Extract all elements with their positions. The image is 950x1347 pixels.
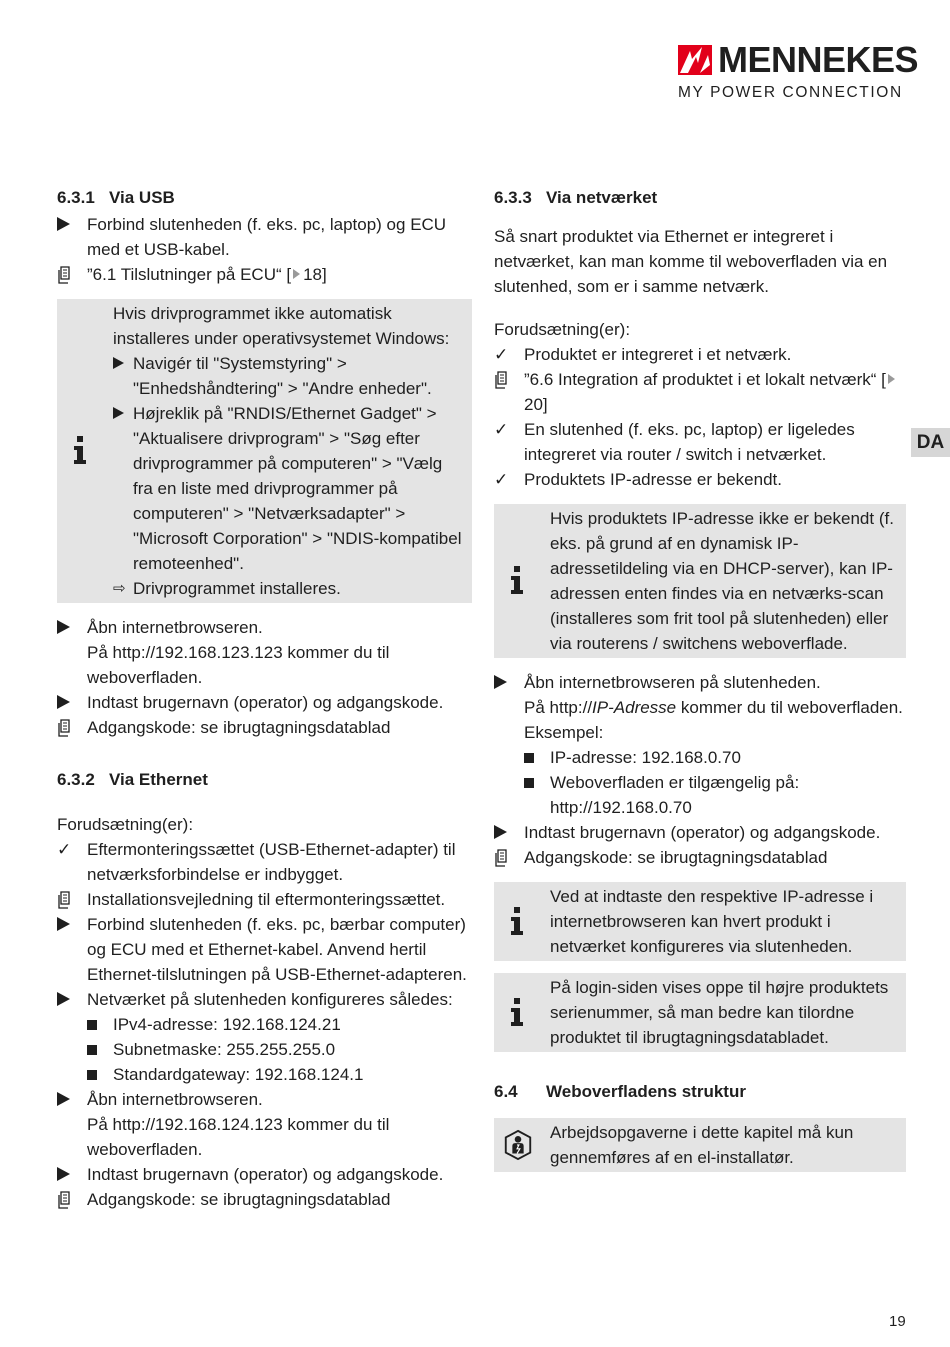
reference-item: Adgangskode: se ibrugtagningsdatablad <box>57 715 472 740</box>
step-arrow-icon <box>57 1167 70 1181</box>
page-reference-icon <box>888 374 895 384</box>
step-item: Indtast brugernavn (operator) og adgangskode. <box>57 690 472 715</box>
check-item: ✓ Produktets IP-adresse er bekendt. <box>494 467 906 492</box>
reference-item: ”6.6 Integration af produktet i et lokalt netværk“ [20] <box>494 367 906 417</box>
bullet-item: Standardgateway: 192.168.124.1 <box>57 1062 472 1087</box>
step-detail: På http://192.168.123.123 kommer du til weboverfladen. <box>87 643 390 687</box>
info-note: Ved at indtaste den respektive IP-adresse i internetbrowseren kan hvert produkt i netværket konfigureres via slutenheden. <box>494 882 906 961</box>
step-arrow-icon <box>494 825 507 839</box>
step-item: Netværket på slutenheden konfigureres således: <box>57 987 472 1012</box>
section-heading-6-4: 6.4 Weboverfladens struktur <box>494 1082 746 1101</box>
brand-name: MENNEKES <box>718 39 919 80</box>
step-arrow-icon <box>57 695 70 709</box>
info-note: På login-siden vises oppe til højre produktets serienummer, så man bedre kan tilordne produktet til ibrugtagningsdatabladet. <box>494 973 906 1052</box>
info-note: Hvis produktets IP-adresse ikke er bekendt (f. eks. på grund af en dynamisk IP-adressetildeling via en DHCP-server), kan IP-adressen enten findes via en netværks-scan (installeres som frit tool på slutenheden) eller via routerens / switchens weboverflade. <box>494 504 906 658</box>
step-detail: På http://IP-Adresse kommer du til weboverfladen. <box>524 698 903 717</box>
bullet-item: Weboverfladen er tilgængelig på: http://192.168.0.70 <box>494 770 906 820</box>
right-column <box>494 184 906 1172</box>
result-arrow-icon: ⇨ <box>113 580 126 597</box>
check-icon: ✓ <box>494 345 509 364</box>
check-item: ✓ Produktet er integreret i et netværk. <box>494 342 906 367</box>
electrician-icon <box>502 1129 534 1161</box>
intro-paragraph: Så snart produktet via Ethernet er integreret i netværket, kan man komme til weboverfladen via en slutenhed, som er i samme netværk. <box>494 227 888 296</box>
bullet-square-icon <box>87 1045 97 1055</box>
document-reference-icon <box>57 719 73 737</box>
step-item: Indtast brugernavn (operator) og adgangskode. <box>57 1162 472 1187</box>
step-item: Åbn internetbrowseren på slutenheden. <box>494 670 906 695</box>
info-icon <box>509 907 525 937</box>
brand-tagline: MY POWER CONNECTION <box>678 84 903 101</box>
bullet-square-icon <box>87 1020 97 1030</box>
step-arrow-icon <box>57 992 70 1006</box>
reference-item: Adgangskode: se ibrugtagningsdatablad <box>57 1187 472 1212</box>
page-number: 19 <box>889 1313 906 1330</box>
note-step: Højreklik på "RNDIS/Ethernet Gadget" > "Aktualisere drivprogram" > "Søg efter drivprogrammer på computeren" > "Vælg fra en liste med drivprogrammer på computeren" > "Netværksadapter" > "Microsoft Corporation" > "NDIS-kompatibel remoteenhed". <box>113 401 462 576</box>
reference-item: ”6.1 Tilslutninger på ECU“ [ 18] <box>57 262 472 287</box>
document-reference-icon <box>494 849 510 867</box>
bullet-item: Subnetmaske: 255.255.255.0 <box>57 1037 472 1062</box>
prerequisites-label: Forudsætning(er): <box>494 320 631 339</box>
electrician-note: Arbejdsopgaverne i dette kapitel må kun gennemføres af en el-installatør. <box>494 1118 906 1172</box>
step-detail: På http://192.168.124.123 kommer du til weboverfladen. <box>87 1115 390 1159</box>
brand-logo <box>678 39 919 110</box>
step-item: Forbind slutenheden (f. eks. pc, laptop) og ECU med et USB-kabel. <box>57 212 472 262</box>
info-icon <box>72 436 88 466</box>
step-arrow-icon <box>57 212 77 238</box>
document-reference-icon <box>57 891 73 909</box>
mennekes-logo-icon <box>678 45 712 75</box>
document-reference-icon <box>494 371 510 389</box>
info-note <box>57 299 472 603</box>
step-arrow-icon <box>57 917 70 931</box>
bullet-square-icon <box>524 778 534 788</box>
step-arrow-icon <box>113 357 124 369</box>
info-icon <box>509 998 525 1028</box>
step-item: Forbind slutenheden (f. eks. pc, bærbar computer) og ECU med et Ethernet-kabel. Anvend hertil Ethernet-tilslutningen på USB-Ethernet-adapteren. <box>57 912 472 987</box>
note-intro: Hvis drivprogrammet ikke automatisk installeres under operativsystemet Windows: <box>113 304 450 348</box>
check-item: ✓ En slutenhed (f. eks. pc, laptop) er ligeledes integreret via router / switch i netværket. <box>494 417 906 467</box>
note-result: ⇨ Drivprogrammet installeres. <box>113 576 462 601</box>
reference-item: Adgangskode: se ibrugtagningsdatablad <box>494 845 906 870</box>
section-heading-6-3-1: 6.3.1 Via USB <box>57 188 175 207</box>
bullet-square-icon <box>87 1070 97 1080</box>
step-item: Åbn internetbrowseren. <box>57 1087 472 1112</box>
check-icon: ✓ <box>494 420 509 439</box>
section-heading-6-3-2: 6.3.2 Via Ethernet <box>57 770 208 789</box>
step-item: Indtast brugernavn (operator) og adgangskode. <box>494 820 906 845</box>
step-arrow-icon <box>57 1092 70 1106</box>
info-icon <box>509 566 525 596</box>
note-step: Navigér til "Systemstyring" > "Enhedshåndtering" > "Andre enheder". <box>113 351 462 401</box>
bullet-square-icon <box>524 753 534 763</box>
step-item: Åbn internetbrowseren. <box>57 615 472 640</box>
document-reference-icon <box>57 1191 73 1209</box>
language-tab: DA <box>911 428 950 457</box>
page-reference-icon <box>293 269 300 279</box>
example-label: Eksempel: <box>524 723 604 742</box>
section-heading-6-3-3: 6.3.3 Via netværket <box>494 188 658 207</box>
bullet-item: IP-adresse: 192.168.0.70 <box>494 745 906 770</box>
check-icon: ✓ <box>494 470 509 489</box>
step-arrow-icon <box>57 620 70 634</box>
prerequisites-label: Forudsætning(er): <box>57 815 194 834</box>
step-arrow-icon <box>113 407 124 419</box>
reference-item: Installationsvejledning til eftermonteringssættet. <box>57 887 472 912</box>
step-arrow-icon <box>494 675 507 689</box>
document-reference-icon <box>57 266 73 284</box>
check-item: ✓ Eftermonteringssættet (USB-Ethernet-adapter) til netværksforbindelse er indbygget. <box>57 837 472 887</box>
bullet-item: IPv4-adresse: 192.168.124.21 <box>57 1012 472 1037</box>
check-icon: ✓ <box>57 840 72 859</box>
left-column <box>57 184 472 1212</box>
